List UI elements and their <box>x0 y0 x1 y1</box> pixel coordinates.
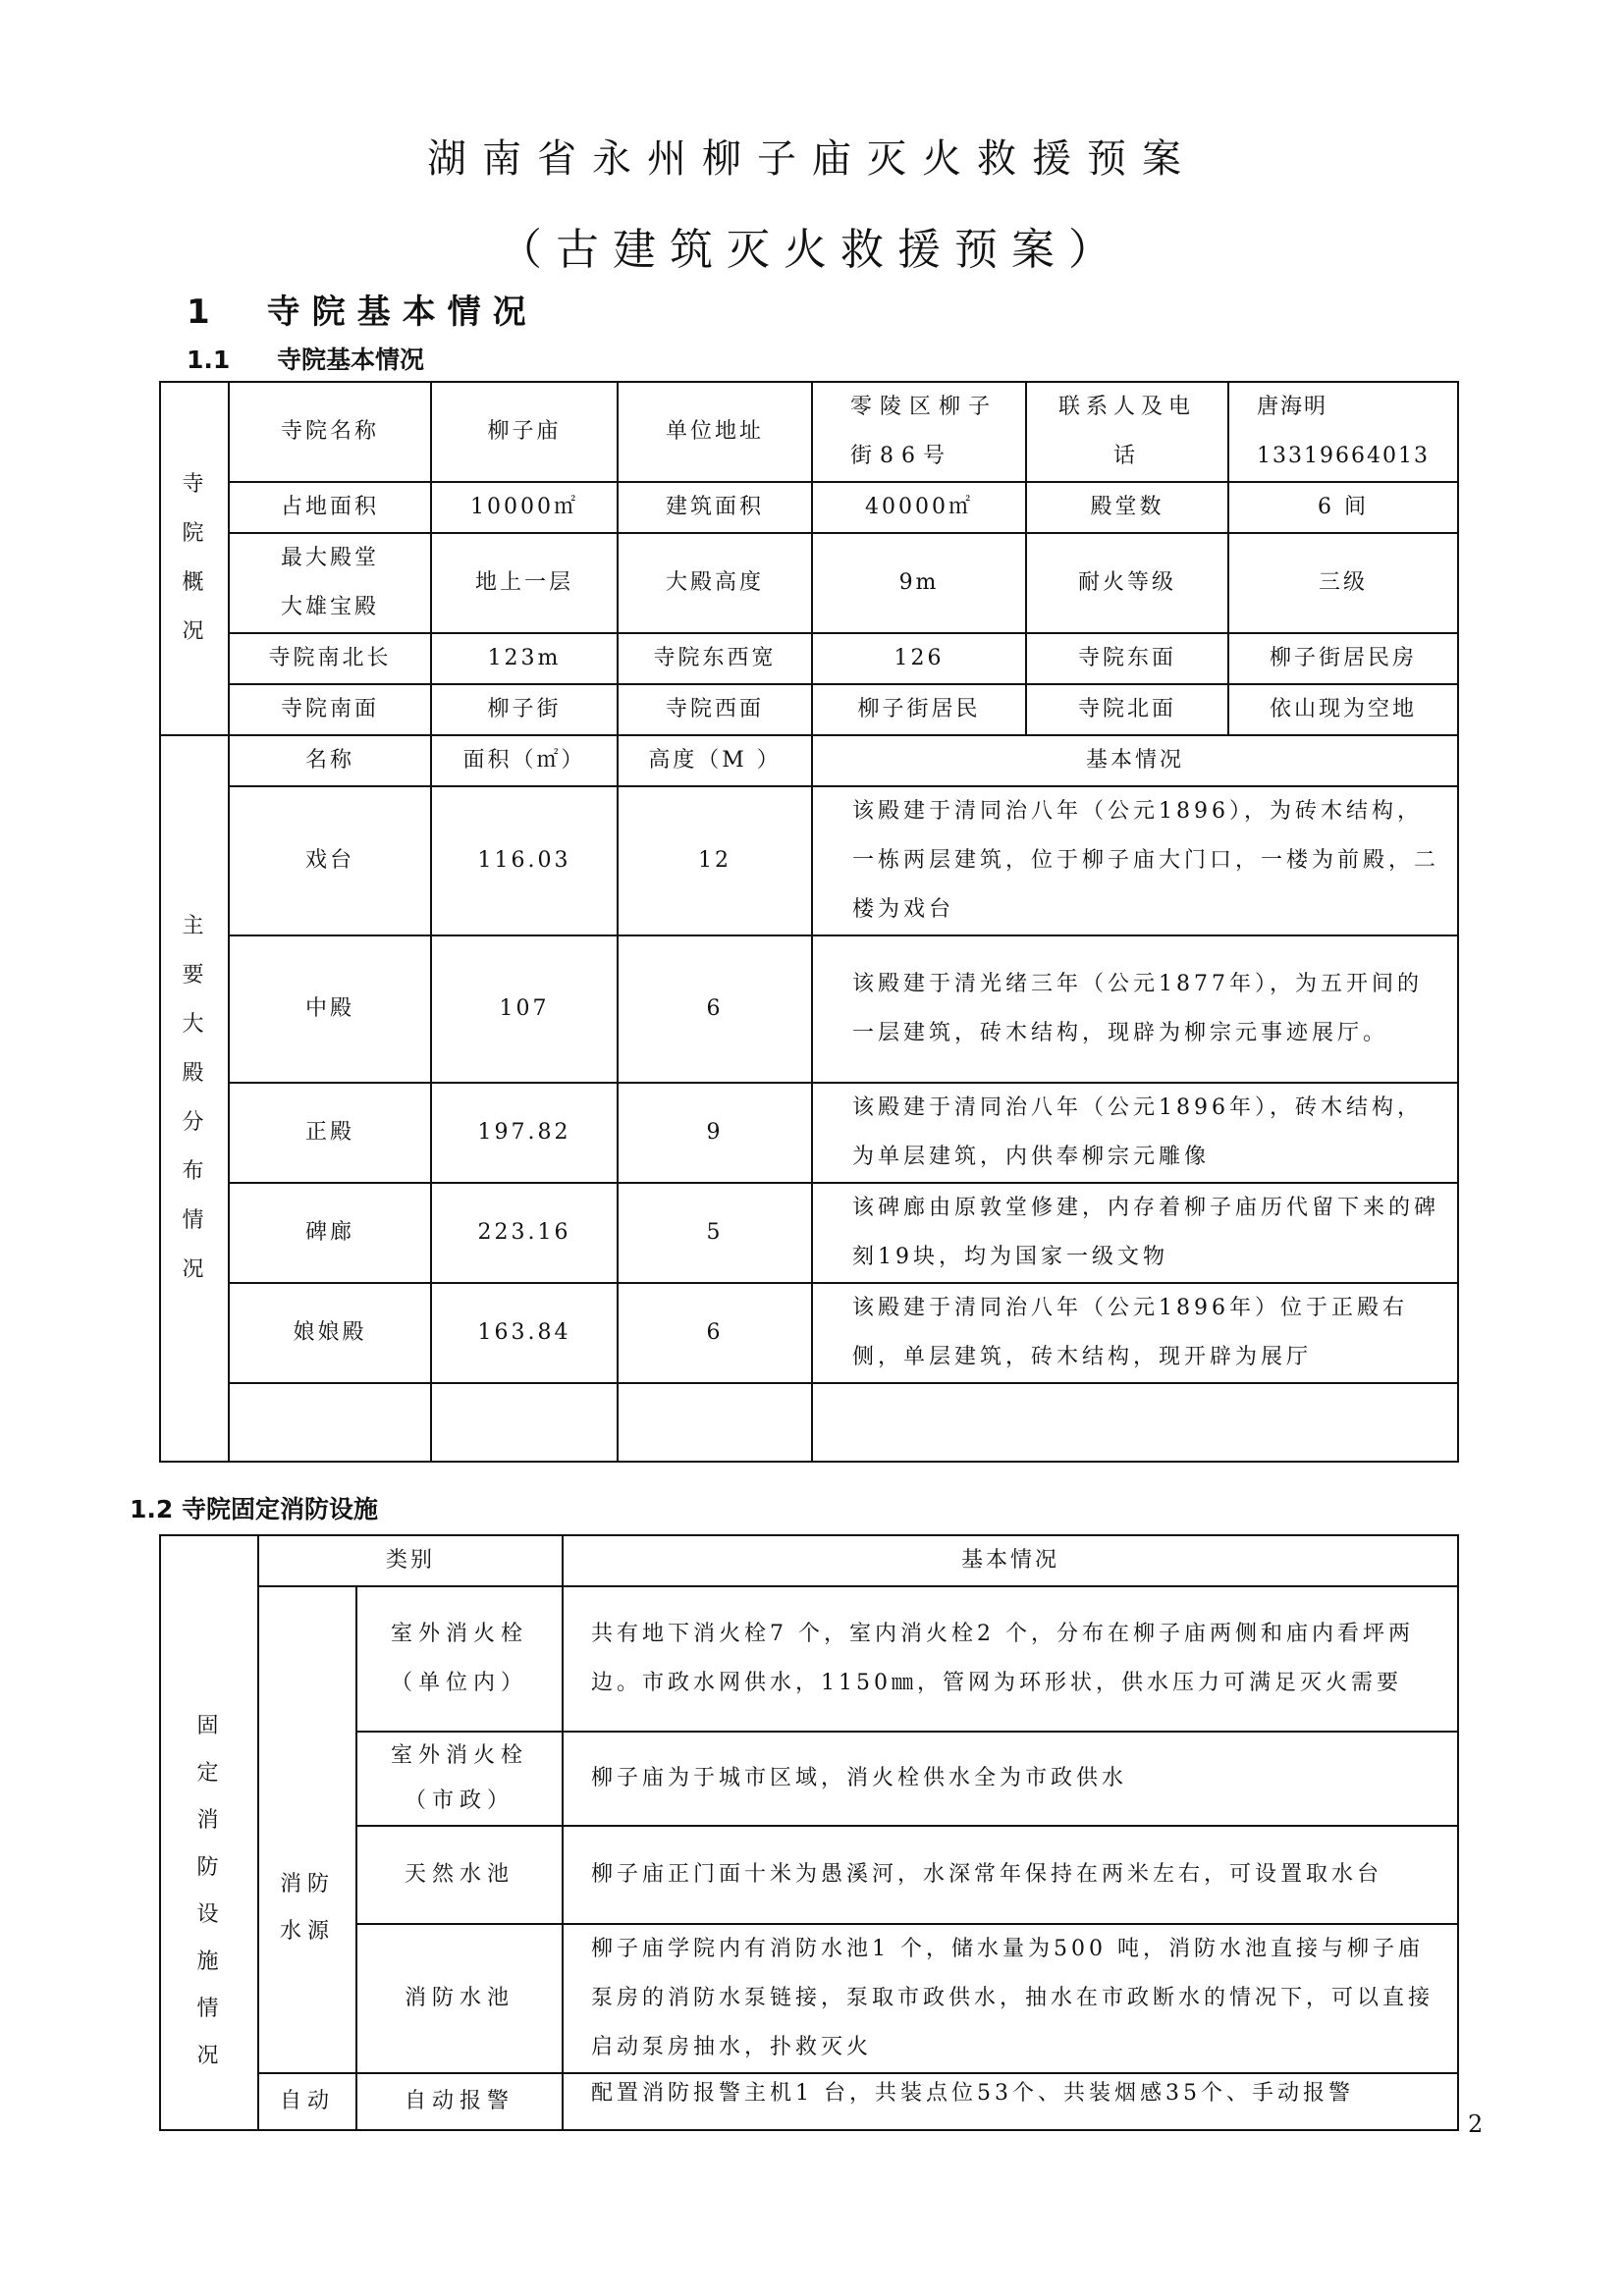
table-row-empty <box>160 1383 1458 1462</box>
hall-area: 197.82 <box>431 1083 618 1183</box>
contact-label-cell: 联系人及电 话 <box>1026 382 1228 482</box>
header-row <box>160 1535 1458 1586</box>
hall-desc <box>812 1383 1458 1462</box>
contact-cell: 唐海明 13319664013 <box>1228 382 1458 482</box>
halls-side-label: 主 要 大 殿 分 布 情 况 <box>160 735 229 1462</box>
header-area: 面积（㎡） <box>431 735 618 786</box>
hall-name: 中殿 <box>229 935 431 1083</box>
address-cell: 零陵区柳子 街86号 <box>812 382 1026 482</box>
hall-height: 12 <box>618 786 812 935</box>
table-row <box>160 382 1458 482</box>
cell: 大殿高度 <box>618 533 812 633</box>
hall-height <box>618 1383 812 1462</box>
facility-type: 天然水池 <box>356 1826 563 1924</box>
cell: 9m <box>812 533 1026 633</box>
table-row <box>160 1183 1458 1283</box>
facility-desc: 配置消防报警主机1 台，共装点位53个、共装烟感35个、手动报警 <box>563 2073 1458 2130</box>
hall-height: 9 <box>618 1083 812 1183</box>
cell: 123m <box>431 633 618 684</box>
header-height: 高度（M ） <box>618 735 812 786</box>
hall-name: 正殿 <box>229 1083 431 1183</box>
cell: 10000㎡ <box>431 482 618 533</box>
cell: 占地面积 <box>229 482 431 533</box>
cell: 柳子街 <box>431 684 618 735</box>
hall-name: 戏台 <box>229 786 431 935</box>
fixed-fire-facilities-table <box>159 1534 1459 2131</box>
hall-name <box>229 1383 431 1462</box>
table-row <box>160 684 1458 735</box>
facility-desc: 柳子庙为于城市区域，消火栓供水全为市政供水 <box>563 1732 1458 1826</box>
hall-area: 223.16 <box>431 1183 618 1283</box>
table-row <box>160 633 1458 684</box>
water-source-group-label: 消防 水源 <box>258 1586 356 2073</box>
hall-desc: 该殿建于清同治八年（公元1896），为砖木结构，一栋两层建筑，位于柳子庙大门口，一楼为前殿，二楼为戏台 <box>812 786 1458 935</box>
hall-area <box>431 1383 618 1462</box>
page-number: 2 <box>1468 2110 1484 2138</box>
cell: 殿堂数 <box>1026 482 1228 533</box>
hall-desc: 该殿建于清同治八年（公元1896年）位于正殿右侧，单层建筑，砖木结构，现开辟为展厅 <box>812 1283 1458 1383</box>
cell: 寺院名称 <box>229 382 431 482</box>
facility-type: 消防水池 <box>356 1924 563 2073</box>
hall-height: 6 <box>618 1283 812 1383</box>
hall-height: 6 <box>618 935 812 1083</box>
hall-name: 娘娘殿 <box>229 1283 431 1383</box>
hall-area: 163.84 <box>431 1283 618 1383</box>
hall-height: 5 <box>618 1183 812 1283</box>
hall-area: 107 <box>431 935 618 1083</box>
cell: 寺院东面 <box>1026 633 1228 684</box>
cell: 寺院南北长 <box>229 633 431 684</box>
table-row <box>160 2073 1458 2130</box>
section-title: 寺院基本情况 <box>277 346 425 374</box>
document-subtitle: （古建筑灭火救援预案） <box>499 225 1125 275</box>
facilities-side-label: 固 定 消 防 设 施 情 况 <box>160 1535 258 2130</box>
cell: 40000㎡ <box>812 482 1026 533</box>
hall-area: 116.03 <box>431 786 618 935</box>
halls-header-row <box>160 735 1458 786</box>
table-row <box>160 533 1458 633</box>
header-info: 基本情况 <box>563 1535 1458 1586</box>
section-1-2-heading: 1.2 寺院固定消防设施 <box>130 1495 378 1523</box>
auto-group-label: 自动 <box>258 2073 356 2130</box>
overview-side-label: 寺 院 概 况 <box>160 382 229 735</box>
document-title: 湖南省永州柳子庙灭火救援预案 <box>427 136 1197 182</box>
table-row <box>160 1586 1458 1732</box>
section-1-1-heading <box>187 341 424 376</box>
cell: 寺院西面 <box>618 684 812 735</box>
cell: 柳子庙 <box>431 382 618 482</box>
facility-type: 室外消火栓 （市政） <box>356 1732 563 1826</box>
cell: 地上一层 <box>431 533 618 633</box>
table-row <box>160 482 1458 533</box>
section-number: 1.1 <box>187 346 231 374</box>
cell: 单位地址 <box>618 382 812 482</box>
cell: 寺院南面 <box>229 684 431 735</box>
cell: 6 间 <box>1228 482 1458 533</box>
table-row <box>160 786 1458 935</box>
table-row <box>160 1083 1458 1183</box>
cell: 依山现为空地 <box>1228 684 1458 735</box>
cell: 柳子街居民房 <box>1228 633 1458 684</box>
hall-desc: 该殿建于清光绪三年（公元1877年），为五开间的一层建筑，砖木结构，现辟为柳宗元事迹展厅。 <box>812 935 1458 1083</box>
facility-type: 自动报警 <box>356 2073 563 2130</box>
cell: 寺院北面 <box>1026 684 1228 735</box>
facility-desc: 共有地下消火栓7 个，室内消火栓2 个，分布在柳子庙两侧和庙内看坪两边。市政水网供水，1150㎜，管网为环形状，供水压力可满足灭火需要 <box>563 1586 1458 1732</box>
cell: 柳子街居民 <box>812 684 1026 735</box>
cell: 耐火等级 <box>1026 533 1228 633</box>
facility-desc: 柳子庙学院内有消防水池1 个，储水量为500 吨，消防水池直接与柳子庙泵房的消防水泵链接，泵取市政供水，抽水在市政断水的情况下，可以直接启动泵房抽水，扑救灭火 <box>563 1924 1458 2073</box>
hall-name: 碑廊 <box>229 1183 431 1283</box>
cell: 三级 <box>1228 533 1458 633</box>
facility-type: 室外消火栓 （单位内） <box>356 1586 563 1732</box>
hall-desc: 该殿建于清同治八年（公元1896年），砖木结构，为单层建筑，内供奉柳宗元雕像 <box>812 1083 1458 1183</box>
table-row <box>160 1283 1458 1383</box>
largest-hall-label: 最大殿堂 大雄宝殿 <box>229 533 431 633</box>
cell: 126 <box>812 633 1026 684</box>
header-name: 名称 <box>229 735 431 786</box>
header-info: 基本情况 <box>812 735 1458 786</box>
header-category: 类别 <box>258 1535 563 1586</box>
table-row <box>160 935 1458 1083</box>
facility-desc: 柳子庙正门面十米为愚溪河，水深常年保持在两米左右，可设置取水台 <box>563 1826 1458 1924</box>
cell: 建筑面积 <box>618 482 812 533</box>
section-1-heading: 1 寺院基本情况 <box>187 293 538 332</box>
cell: 寺院东西宽 <box>618 633 812 684</box>
temple-basic-info-table <box>159 381 1459 1463</box>
hall-desc: 该碑廊由原敦堂修建，内存着柳子庙历代留下来的碑刻19块，均为国家一级文物 <box>812 1183 1458 1283</box>
